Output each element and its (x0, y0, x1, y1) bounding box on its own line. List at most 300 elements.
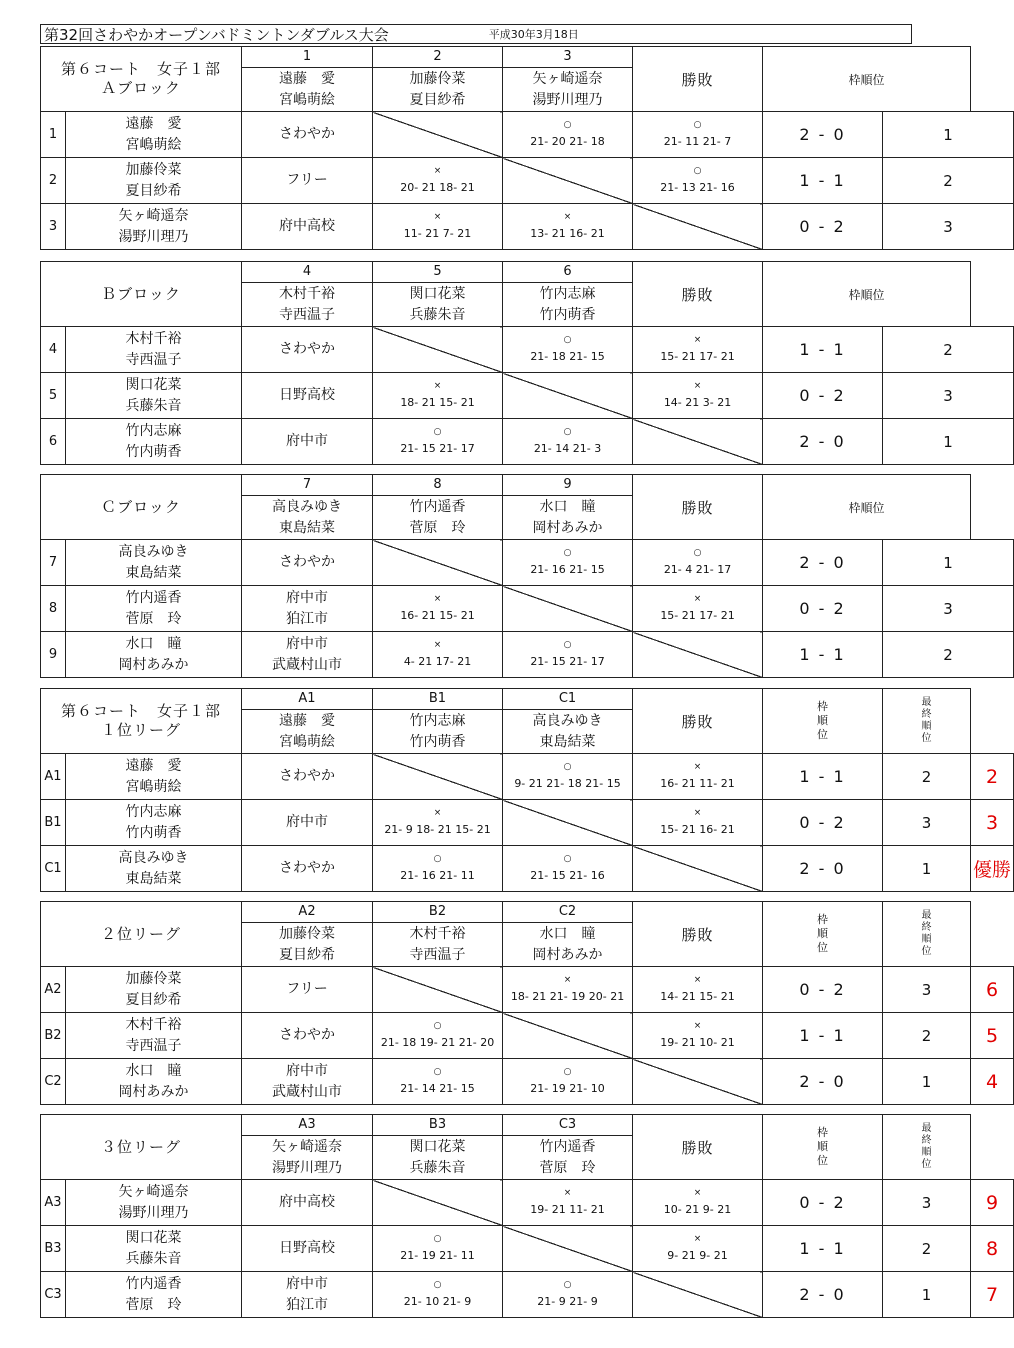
opponent-number: 6 (503, 262, 633, 283)
player-1: 関口花菜 (125, 1229, 182, 1246)
result-mark: ○ (693, 547, 702, 558)
win-loss-record: 1 - 1 (763, 1226, 883, 1272)
match-result (633, 967, 763, 1013)
player-1: 水口 瞳 (125, 635, 182, 652)
result-mark: ○ (563, 761, 572, 772)
result-mark: ○ (433, 1279, 442, 1290)
result-score: 11- 21 7- 21 (403, 226, 472, 240)
opponent-player-2: 湯野川理乃 (272, 1159, 343, 1176)
match-result (373, 373, 503, 419)
opponent-player-2: 寺西温子 (279, 306, 336, 323)
header-char: 位 (817, 1154, 829, 1167)
result-score: 9- 21 9- 21 (667, 1248, 728, 1262)
result-mark: ○ (563, 639, 572, 650)
table-row (41, 1059, 1014, 1105)
result-mark: ○ (563, 1066, 572, 1077)
result-mark: × (433, 593, 442, 604)
result-mark: ○ (433, 1020, 442, 1031)
player-1: 竹内遥香 (125, 1275, 182, 1292)
header-char: 最 (921, 697, 932, 708)
club-name (242, 1013, 373, 1059)
pair-number: C2 (41, 1059, 66, 1105)
win-loss-record: 0 - 2 (763, 586, 883, 632)
club-line: さわやか (279, 341, 336, 357)
pair-names (66, 846, 242, 892)
opponent-pair (503, 496, 633, 540)
self-match-cell (503, 586, 633, 632)
player-1: 木村千裕 (125, 330, 182, 347)
self-match-cell (503, 373, 633, 419)
pair-number: A1 (41, 754, 66, 800)
frame-rank-header (763, 689, 883, 754)
frame-rank-header: 枠順位 (763, 47, 971, 112)
opponent-pair (503, 1136, 633, 1180)
block-title (41, 262, 242, 327)
opponent-number: A2 (242, 902, 373, 923)
frame-rank-header (763, 902, 883, 967)
block-table (40, 474, 1014, 678)
table-row (41, 1272, 1014, 1318)
opponent-player-2: 東島結菜 (279, 519, 336, 536)
opponent-player-2: 岡村あみか (532, 946, 603, 963)
club-line: さわやか (279, 860, 335, 876)
pair-number: A3 (41, 1180, 66, 1226)
win-loss-header: 勝敗 (633, 689, 763, 754)
club-name (242, 754, 373, 800)
club-name (242, 632, 373, 678)
table-row (41, 1226, 1014, 1272)
tournament-date: 平成30年3月18日 (488, 28, 579, 41)
opponent-player-1: 水口 瞳 (539, 498, 596, 515)
player-2: 竹内萌香 (125, 824, 182, 841)
pair-names (66, 967, 242, 1013)
club-line: 府中高校 (279, 1194, 336, 1210)
match-result (633, 373, 763, 419)
frame-rank: 3 (883, 586, 1014, 632)
player-2: 兵藤朱音 (125, 1250, 182, 1267)
player-2: 東島結菜 (125, 564, 182, 581)
result-mark: ○ (433, 426, 442, 437)
pair-names (66, 1180, 242, 1226)
pair-names (66, 112, 242, 158)
result-score: 19- 21 10- 21 (660, 1035, 735, 1049)
table-row (41, 327, 1014, 373)
final-rank: 6 (971, 967, 1014, 1013)
frame-rank: 2 (883, 1226, 971, 1272)
result-score: 18- 21 15- 21 (400, 395, 475, 409)
player-1: 高良みゆき (118, 849, 189, 866)
pair-names (66, 586, 242, 632)
win-loss-header: 勝敗 (633, 47, 763, 112)
pair-number: 3 (41, 204, 66, 250)
header-char: 枠 (817, 913, 829, 926)
header-char: 順 (817, 927, 829, 940)
result-score: 21- 9 21- 9 (537, 1294, 598, 1308)
frame-rank-header (763, 1115, 883, 1180)
frame-rank: 2 (883, 327, 1014, 373)
frame-rank: 3 (883, 967, 971, 1013)
opponent-player-1: 竹内遥香 (539, 1138, 596, 1155)
opponent-pair (373, 923, 503, 967)
match-result (503, 327, 633, 373)
result-score: 21- 15 21- 17 (530, 654, 605, 668)
table-row (41, 754, 1014, 800)
opponent-number: B3 (373, 1115, 503, 1136)
result-mark: × (563, 1187, 572, 1198)
self-match-cell (373, 754, 503, 800)
pair-number: C1 (41, 846, 66, 892)
result-score: 14- 21 15- 21 (660, 989, 735, 1003)
result-score: 14- 21 3- 21 (663, 395, 732, 409)
self-match-cell (633, 846, 763, 892)
player-1: 加藤伶菜 (125, 970, 182, 987)
win-loss-header: 勝敗 (633, 1115, 763, 1180)
club-name (242, 327, 373, 373)
table-row (41, 1013, 1014, 1059)
player-2: 夏目紗希 (125, 991, 182, 1008)
opponent-player-2: 東島結菜 (539, 733, 596, 750)
match-result (503, 1272, 633, 1318)
result-score: 19- 21 11- 21 (530, 1202, 605, 1216)
club-line: 狛江市 (286, 610, 329, 627)
result-score: 21- 19 21- 11 (400, 1248, 475, 1262)
win-loss-record: 2 - 0 (763, 1272, 883, 1318)
match-result (633, 540, 763, 586)
club-name (242, 540, 373, 586)
match-result (373, 419, 503, 465)
player-2: 岡村あみか (118, 656, 189, 673)
club-name (242, 373, 373, 419)
match-result (503, 112, 633, 158)
result-score: 21- 9 18- 21 15- 21 (384, 822, 491, 836)
match-result (373, 1226, 503, 1272)
club-name (242, 204, 373, 250)
frame-rank: 3 (883, 800, 971, 846)
pair-names (66, 373, 242, 419)
result-mark: ○ (433, 853, 442, 864)
table-row (41, 846, 1014, 892)
opponent-pair (242, 496, 373, 540)
opponent-player-1: 矢ヶ崎遥奈 (532, 70, 603, 87)
player-1: 矢ヶ崎遥奈 (118, 207, 189, 224)
win-loss-record: 0 - 2 (763, 967, 883, 1013)
header-char: 順 (921, 721, 932, 732)
club-name (242, 1272, 373, 1318)
club-line: さわやか (279, 554, 336, 570)
opponent-number: C3 (503, 1115, 633, 1136)
opponent-number: B2 (373, 902, 503, 923)
opponent-number: A3 (242, 1115, 373, 1136)
final-rank: 2 (971, 754, 1014, 800)
result-score: 21- 4 21- 17 (663, 562, 732, 576)
club-line: 府中市 (286, 433, 329, 449)
win-loss-record: 1 - 1 (763, 1013, 883, 1059)
result-mark: × (433, 807, 442, 818)
win-loss-record: 0 - 2 (763, 1180, 883, 1226)
table-row (41, 204, 1014, 250)
header-char: 最 (921, 910, 932, 921)
match-result (633, 586, 763, 632)
block-title (41, 689, 242, 754)
header-char: 枠 (817, 1126, 829, 1139)
header-char: 終 (921, 709, 932, 720)
self-match-cell (373, 112, 503, 158)
player-1: 竹内志麻 (125, 422, 182, 439)
block-title (41, 47, 242, 112)
pair-number: B1 (41, 800, 66, 846)
header-char: 順 (921, 1147, 932, 1158)
frame-rank: 1 (883, 419, 1014, 465)
opponent-number: 4 (242, 262, 373, 283)
club-line: 狛江市 (286, 1296, 329, 1313)
opponent-player-1: 竹内遥香 (409, 498, 466, 515)
club-line: 日野高校 (279, 387, 336, 403)
player-1: 遠藤 愛 (125, 115, 182, 132)
result-mark: × (563, 974, 572, 985)
block-title-line: Ｂブロック (101, 284, 181, 303)
player-2: 竹内萌香 (125, 443, 182, 460)
frame-rank: 3 (883, 373, 1014, 419)
club-name (242, 586, 373, 632)
frame-rank: 2 (883, 632, 1014, 678)
result-score: 21- 20 21- 18 (530, 134, 605, 148)
opponent-player-2: 竹内萌香 (539, 306, 596, 323)
result-mark: × (693, 761, 702, 772)
result-mark: ○ (563, 547, 572, 558)
result-mark: ○ (563, 426, 572, 437)
block-title (41, 902, 242, 967)
opponent-player-1: 加藤伶菜 (279, 925, 336, 942)
table-row (41, 373, 1014, 419)
player-1: 木村千裕 (125, 1016, 182, 1033)
player-2: 寺西温子 (125, 1037, 182, 1054)
result-score: 21- 11 21- 7 (663, 134, 732, 148)
player-1: 関口花菜 (125, 376, 182, 393)
club-line: 府中市 (286, 1062, 329, 1079)
block-table (40, 688, 1014, 892)
match-result (633, 800, 763, 846)
opponent-pair (503, 283, 633, 327)
opponent-player-2: 寺西温子 (409, 946, 466, 963)
tournament-title: 第32回さわやかオープンバドミントンダブルス大会 (44, 25, 389, 44)
result-mark: × (693, 1233, 702, 1244)
match-result (373, 800, 503, 846)
opponent-number: C1 (503, 689, 633, 710)
opponent-pair (242, 923, 373, 967)
pair-number: B2 (41, 1013, 66, 1059)
result-mark: × (693, 974, 702, 985)
block-title (41, 1115, 242, 1180)
pair-number: 4 (41, 327, 66, 373)
opponent-player-2: 湯野川理乃 (532, 91, 603, 108)
pair-names (66, 204, 242, 250)
final-rank: 3 (971, 800, 1014, 846)
opponent-player-2: 菅原 玲 (409, 519, 466, 536)
match-result (373, 846, 503, 892)
final-rank: 9 (971, 1180, 1014, 1226)
opponent-player-1: 高良みゆき (272, 498, 343, 515)
opponent-player-1: 遠藤 愛 (279, 70, 335, 87)
opponent-player-2: 夏目紗希 (409, 91, 466, 108)
club-line: 武蔵村山市 (272, 1083, 343, 1100)
final-rank: 5 (971, 1013, 1014, 1059)
pair-number: A2 (41, 967, 66, 1013)
club-name (242, 1226, 373, 1272)
table-row (41, 800, 1014, 846)
result-mark: × (563, 211, 572, 222)
pair-number: 6 (41, 419, 66, 465)
self-match-cell (373, 327, 503, 373)
result-score: 21- 19 21- 10 (530, 1081, 605, 1095)
frame-rank: 2 (883, 1013, 971, 1059)
header-char: 位 (817, 728, 828, 741)
header-char: 順 (921, 934, 932, 945)
player-2: 岡村あみか (118, 1083, 189, 1100)
header-char: 位 (921, 1159, 932, 1170)
opponent-player-1: 竹内志麻 (409, 712, 466, 729)
self-match-cell (503, 158, 633, 204)
table-row (41, 158, 1014, 204)
opponent-player-2: 兵藤朱音 (409, 1159, 466, 1176)
match-result (503, 632, 633, 678)
opponent-number: 9 (503, 475, 633, 496)
opponent-player-1: 水口 瞳 (539, 925, 596, 942)
self-match-cell (633, 1272, 763, 1318)
player-2: 東島結菜 (125, 870, 182, 887)
block-title (41, 475, 242, 540)
player-1: 矢ヶ崎遥奈 (118, 1183, 189, 1200)
match-result (373, 1272, 503, 1318)
result-mark: × (433, 211, 442, 222)
club-name (242, 1180, 373, 1226)
opponent-number: 5 (373, 262, 503, 283)
opponent-number: 8 (373, 475, 503, 496)
table-row (41, 419, 1014, 465)
club-line: 府中高校 (279, 218, 335, 234)
win-loss-header: 勝敗 (633, 262, 763, 327)
opponent-pair (373, 68, 503, 112)
win-loss-record: 0 - 2 (763, 800, 883, 846)
result-score: 21- 16 21- 15 (530, 562, 605, 576)
match-result (503, 419, 633, 465)
pair-number: 8 (41, 586, 66, 632)
result-mark: × (433, 380, 442, 391)
player-2: 菅原 玲 (125, 1296, 182, 1313)
table-row (41, 112, 1014, 158)
match-result (503, 846, 633, 892)
self-match-cell (503, 1226, 633, 1272)
club-line: さわやか (279, 768, 335, 784)
final-rank-header (883, 689, 971, 754)
opponent-player-2: 宮嶋萌絵 (279, 733, 335, 750)
opponent-pair (242, 710, 373, 754)
opponent-pair (242, 68, 373, 112)
result-mark: ○ (693, 119, 702, 130)
player-1: 高良みゆき (118, 543, 189, 560)
block-title-line: ３位リーグ (101, 1137, 182, 1156)
result-score: 15- 21 17- 21 (660, 608, 735, 622)
opponent-pair (373, 710, 503, 754)
result-mark: × (693, 593, 702, 604)
self-match-cell (633, 632, 763, 678)
opponent-number: A1 (242, 689, 373, 710)
opponent-pair (503, 68, 633, 112)
result-mark: ○ (433, 1066, 442, 1077)
opponent-number: 7 (242, 475, 373, 496)
block-table (40, 261, 1014, 465)
club-name (242, 846, 373, 892)
match-result (633, 327, 763, 373)
frame-rank: 1 (883, 846, 971, 892)
result-score: 21- 14 21- 15 (400, 1081, 475, 1095)
frame-rank: 3 (883, 204, 1014, 250)
player-2: 兵藤朱音 (125, 397, 182, 414)
result-score: 20- 21 18- 21 (400, 180, 475, 194)
club-line: フリー (286, 172, 328, 188)
frame-rank: 2 (883, 158, 1014, 204)
opponent-player-2: 岡村あみか (532, 519, 603, 536)
pair-number: 1 (41, 112, 66, 158)
match-result (373, 204, 503, 250)
header-char: 位 (921, 946, 932, 957)
player-1: 竹内遥香 (125, 589, 182, 606)
player-2: 夏目紗希 (125, 182, 182, 199)
result-mark: × (693, 1020, 702, 1031)
result-mark: ○ (563, 334, 572, 345)
match-result (503, 754, 633, 800)
win-loss-record: 2 - 0 (763, 419, 883, 465)
result-score: 13- 21 16- 21 (530, 226, 605, 240)
header-char: 終 (921, 1135, 932, 1146)
player-1: 竹内志麻 (125, 803, 182, 820)
club-name (242, 419, 373, 465)
opponent-player-1: 木村千裕 (279, 285, 336, 302)
pair-names (66, 1059, 242, 1105)
win-loss-record: 2 - 0 (763, 1059, 883, 1105)
win-loss-record: 1 - 1 (763, 158, 883, 204)
block-title-line: 第６コート 女子１部 (60, 60, 221, 78)
opponent-player-1: 竹内志麻 (539, 285, 596, 302)
result-mark: × (693, 334, 702, 345)
result-score: 21- 18 21- 15 (530, 349, 605, 363)
player-1: 加藤伶菜 (125, 161, 182, 178)
self-match-cell (373, 540, 503, 586)
opponent-player-2: 夏目紗希 (279, 946, 336, 963)
match-result (373, 1059, 503, 1105)
pair-names (66, 1013, 242, 1059)
pair-names (66, 540, 242, 586)
result-mark: × (693, 1187, 702, 1198)
match-result (503, 1180, 633, 1226)
match-result (633, 1013, 763, 1059)
player-1: 遠藤 愛 (125, 757, 182, 774)
result-score: 10- 21 9- 21 (663, 1202, 732, 1216)
opponent-player-1: 加藤伶菜 (409, 70, 466, 87)
final-rank: 4 (971, 1059, 1014, 1105)
header-char: 順 (817, 1140, 829, 1153)
pair-names (66, 754, 242, 800)
frame-rank-header: 枠順位 (763, 475, 971, 540)
self-match-cell (633, 1059, 763, 1105)
opponent-player-2: 菅原 玲 (539, 1159, 596, 1176)
block-title-line: １位リーグ (100, 721, 181, 739)
result-score: 21- 13 21- 16 (660, 180, 735, 194)
header-char: 枠 (817, 700, 828, 713)
block-title-line: ２位リーグ (101, 924, 182, 943)
opponent-number: 2 (373, 47, 503, 68)
opponent-pair (373, 283, 503, 327)
win-loss-record: 0 - 2 (763, 204, 883, 250)
